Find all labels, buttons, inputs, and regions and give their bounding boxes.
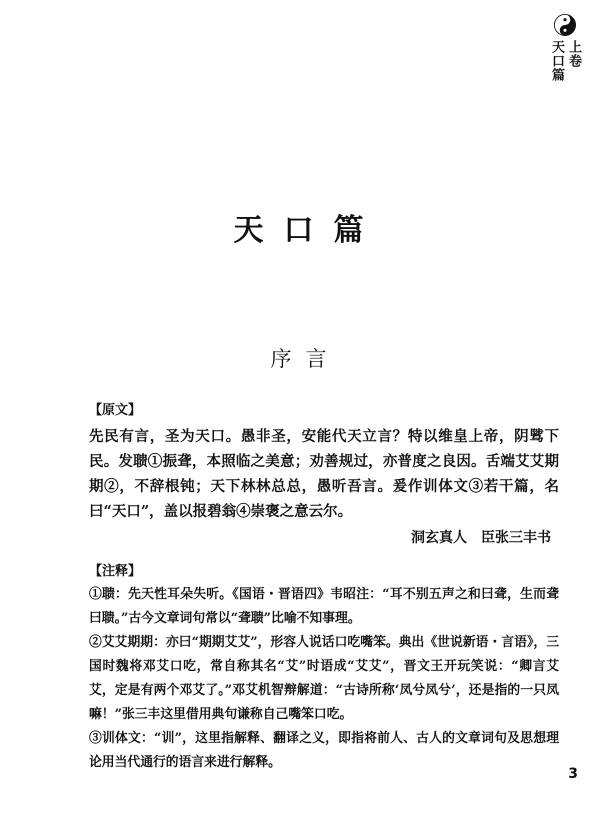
notes-section	[89, 560, 559, 775]
note-item: ③训体文：“训”，这里指解释、翻译之义，即指将前人、古人的文章词句及思想理论用当代通行的语言来进行解释。	[89, 731, 559, 770]
section-title: 序言	[270, 347, 341, 371]
yin-yang-icon	[554, 14, 576, 36]
page-number: 3	[568, 766, 578, 782]
original-text-body: 先民有言，圣为天口。愚非圣，安能代天立言？特以维皇上帝，阴骘下民。发聩①振聋，本照临之美意；劝善规过，亦普度之良因。舌端艾艾期期②，不辞根钝；天下林林总总，愚听吾言。爰作训体文③若干篇，名曰“天口”，盖以报碧翁④崇褒之意云尔。	[89, 428, 559, 520]
running-header-volume: 上卷	[566, 40, 581, 68]
running-header	[545, 14, 585, 82]
note-item: ②艾艾期期：亦曰“期期艾艾”，形容人说话口吃嘴笨。典出《世说新语・言语》，三国时魏将邓艾口吃，常自称其名“艾”时语成“艾艾”，晋文王开玩笑说：“卿言艾艾，定是有两个邓艾了。”邓艾机智辩解道：“古诗所称‘凤兮凤兮’，还是指的一只凤嘛！”张三丰这里借用典句谦称自己嘴笨口吃。	[89, 635, 559, 722]
notes-label: 【注释】	[89, 564, 142, 579]
original-text-section	[89, 399, 559, 547]
note-item: ①聩：先天性耳朵失听。《国语・晋语四》韦昭注：“耳不别五声之和曰聋，生而聋曰聩。”古今文章词句常以“聋聩”比喻不知事理。	[89, 587, 559, 626]
author-signature: 洞玄真人 臣张三丰书	[411, 530, 551, 546]
running-header-chapter: 天口篇	[549, 40, 564, 82]
original-text-label: 【原文】	[89, 403, 142, 418]
page-title: 天口篇	[233, 213, 384, 248]
